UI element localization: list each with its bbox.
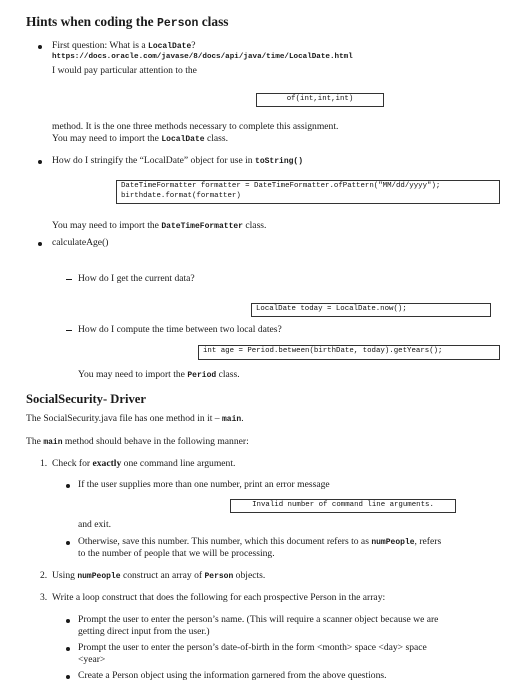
bullet: [66, 484, 70, 488]
of-method-box: of(int,int,int): [256, 93, 384, 107]
prompt-dob-line1: Prompt the user to enter the person’s date-of-birth in the form <month> space <day> space: [78, 642, 427, 653]
dash: [66, 279, 72, 280]
question-localdate: First question: What is a LocalDate?: [52, 40, 196, 51]
prompt-name-line2: getting direct input from the user.): [78, 626, 210, 637]
bullet: [66, 619, 70, 623]
import-formatter-text: You may need to import the DateTimeFormatter class.: [52, 220, 267, 231]
formatter-code-box: DateTimeFormatter formatter = DateTimeFormatter.ofPattern("MM/dd/yyyy"); birthdate.format(formatter): [116, 180, 500, 204]
bullet: [66, 541, 70, 545]
otherwise-text-line2: to the number of people that we will be processing.: [78, 548, 275, 559]
now-code-box: LocalDate today = LocalDate.now();: [251, 303, 491, 317]
bullet: [66, 675, 70, 679]
question-stringify: How do I stringify the “LocalDate” object for use in toString(): [52, 155, 304, 166]
bullet: [66, 647, 70, 651]
attention-text: I would pay particular attention to the: [52, 65, 197, 76]
current-date-question: How do I get the current data?: [78, 273, 195, 284]
step-2-text: Using numPeople construct an array of Person objects.: [52, 570, 266, 581]
bullet: [38, 242, 42, 246]
otherwise-text-line1: Otherwise, save this number. This number, which this document refers to as numPeople, refers: [78, 536, 442, 547]
driver-intro: The SocialSecurity.java file has one method in it – main.: [26, 413, 244, 424]
prompt-name-line1: Prompt the user to enter the person’s name. (This will require a scanner object because we are: [78, 614, 439, 625]
create-person-text: Create a Person object using the information garnered from the above questions.: [78, 670, 387, 681]
bullet: [38, 45, 42, 49]
time-between-question: How do I compute the time between two local dates?: [78, 324, 282, 335]
step-number: 3.: [40, 592, 48, 603]
import-period-text: You may need to import the Period class.: [78, 369, 240, 380]
step-3-text: Write a loop construct that does the following for each prospective Person in the array:: [52, 592, 386, 603]
and-exit-text: and exit.: [78, 519, 112, 530]
step-number: 2.: [40, 570, 48, 581]
localdate-url: https://docs.oracle.com/javase/8/docs/api/java/time/LocalDate.html: [52, 53, 353, 61]
prompt-dob-line2: <year>: [78, 654, 106, 665]
step-number: 1.: [40, 458, 48, 469]
dash: [66, 330, 72, 331]
step-1-text: Check for exactly one command line argument.: [52, 458, 236, 469]
invalid-arguments-box: Invalid number of command line arguments.: [230, 499, 456, 513]
hints-title: Hints when coding the Person class: [26, 14, 229, 30]
error-message-text: If the user supplies more than one number, print an error message: [78, 479, 330, 490]
import-localdate-text: You may need to import the LocalDate class.: [52, 133, 229, 144]
method-text: method. It is the one three methods necessary to complete this assignment.: [52, 121, 339, 132]
driver-behave: The main method should behave in the following manner:: [26, 436, 249, 447]
period-code-box: int age = Period.between(birthDate, today).getYears();: [198, 345, 500, 360]
calculate-age-text: calculateAge(): [52, 237, 109, 248]
driver-title: SocialSecurity- Driver: [26, 392, 146, 406]
bullet: [38, 160, 42, 164]
